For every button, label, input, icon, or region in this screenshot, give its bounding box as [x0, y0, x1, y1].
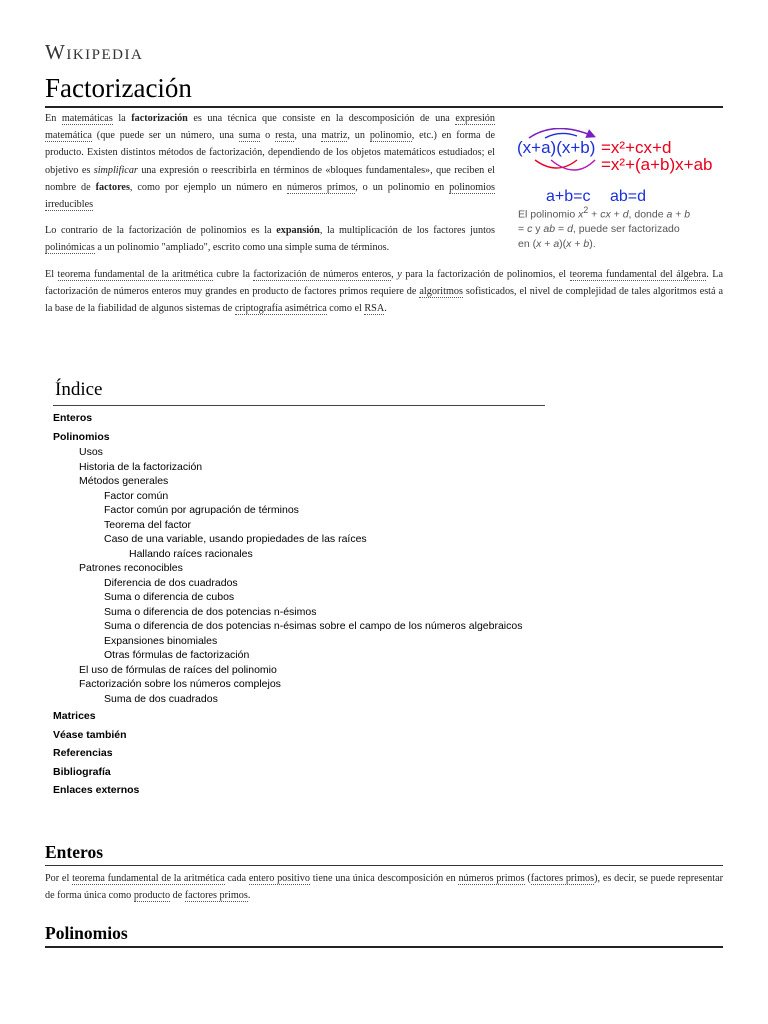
text-run: o: [260, 130, 276, 142]
toc-item[interactable]: Suma o diferencia de dos potencias n-ésimas sobre el campo de los números algebraicos: [104, 620, 523, 632]
inline-link[interactable]: resta: [275, 130, 295, 142]
text-run: como el: [326, 303, 365, 315]
text-run: )(: [559, 237, 567, 250]
inline-link[interactable]: polinómicas: [45, 242, 95, 254]
italic-text: b: [583, 237, 590, 250]
intro-paragraph-3: [45, 266, 723, 318]
section-title-polinomios: Polinomios: [45, 923, 128, 943]
inline-link[interactable]: polinomios irreducibles: [45, 181, 496, 211]
toc-item[interactable]: Teorema del factor: [104, 518, 191, 531]
text-run: es una técnica que consiste en la descomposición de una: [187, 113, 456, 124]
text-run: +: [610, 208, 623, 221]
text-run: .: [384, 303, 387, 315]
toc-item[interactable]: Caso de una variable, usando propiedades de las raíces: [104, 533, 367, 545]
toc-item[interactable]: Expansiones binomiales: [104, 634, 218, 647]
italic-text: d: [622, 208, 629, 221]
text-run: , o un polinomio en: [355, 181, 450, 193]
toc-item[interactable]: Referencias: [53, 747, 113, 759]
toc-item[interactable]: Factor común por agrupación de términos: [104, 504, 299, 516]
inline-link[interactable]: suma: [238, 130, 261, 142]
figure-line3a: a+b=c: [546, 188, 591, 205]
toc-item[interactable]: Bibliografía: [53, 765, 111, 778]
italic-text: d: [567, 223, 573, 235]
text-run: ).: [589, 237, 596, 250]
title-divider: [45, 106, 723, 108]
italic-text: cx: [600, 208, 611, 221]
text-run: Por el: [45, 873, 73, 884]
text-run: (que puede ser un número, una: [91, 130, 239, 142]
text-run: a un polinomio "ampliado", escrito como una simple suma de términos.: [94, 242, 390, 254]
text-run: +: [672, 208, 685, 221]
text-run: una expresión o reescribirla en términos de «bloques fundamentales», que reciben el nombre de: [45, 164, 495, 193]
text-run: cubre la: [212, 269, 254, 280]
enteros-paragraph: [45, 870, 723, 904]
superscript: 2: [583, 205, 589, 215]
toc-divider: [53, 405, 545, 406]
text-run: . La factorización de números enteros muy grandes en producto de factores primos requiere de: [45, 269, 724, 298]
text-run: la: [112, 113, 132, 124]
inline-link[interactable]: teorema fundamental del álgebra: [569, 269, 707, 280]
text-run: =: [518, 223, 528, 235]
table-of-contents: [53, 375, 545, 799]
inline-link[interactable]: algoritmos: [419, 286, 463, 298]
italic-text: a: [553, 237, 560, 250]
text-run: sofisticados, el nivel de complejidad de tales algoritmos está a la base de la fiabilidad de algunos sistemas de: [45, 286, 723, 315]
text-run: , una: [294, 130, 322, 142]
wikipedia-logo[interactable]: Wikipedia: [45, 40, 144, 64]
inline-link[interactable]: expresión matemática: [45, 113, 495, 142]
italic-text: simplificar: [93, 164, 138, 176]
toc-title: Índice: [55, 379, 103, 400]
intro-paragraph-2: [45, 222, 495, 256]
inline-link[interactable]: factorización de números enteros: [253, 269, 392, 280]
figure-line2: =x²+(a+b)x+ab: [601, 155, 713, 174]
text-run: El: [45, 269, 58, 280]
text-run: tiene una única descomposición en: [309, 873, 459, 884]
text-run: ), es decir, se puede representar de forma única como: [45, 873, 724, 902]
toc-item[interactable]: Suma de dos cuadrados: [104, 692, 218, 705]
toc-item[interactable]: Suma o diferencia de dos potencias n-ésimos: [104, 605, 317, 618]
text-run: cada: [224, 873, 249, 884]
text-run: , un: [347, 130, 370, 142]
toc-item[interactable]: Factorización sobre los números complejos: [79, 678, 281, 690]
italic-text: y: [397, 269, 402, 280]
inline-link[interactable]: factores primos: [530, 873, 595, 884]
text-run: Lo contrario de la factorización de polinomios es la: [45, 225, 277, 236]
toc-item[interactable]: Métodos generales: [79, 475, 169, 487]
text-run: (: [524, 873, 531, 884]
text-run: , donde: [628, 208, 667, 221]
section-title-enteros: Enteros: [45, 842, 104, 862]
italic-text: c: [527, 223, 533, 235]
text-run: y: [532, 223, 544, 235]
toc-item[interactable]: Otras fórmulas de factorización: [104, 649, 250, 661]
text-run: En: [45, 113, 62, 124]
inline-link[interactable]: RSA: [364, 303, 385, 315]
inline-link[interactable]: números primos: [286, 181, 356, 193]
section-divider-polinomios: [45, 946, 723, 948]
text-run: .: [247, 890, 251, 902]
figure-line1-right: =x²+cx+d: [601, 138, 672, 157]
text-run: =: [555, 223, 568, 235]
inline-link[interactable]: números primos: [458, 873, 525, 884]
text-run: de: [170, 890, 185, 902]
text-run: , puede ser factorizado en (: [518, 223, 680, 250]
italic-text: ab: [543, 223, 556, 235]
toc-item[interactable]: Usos: [79, 446, 103, 458]
text-run: ,: [391, 269, 398, 280]
text-run: +: [541, 237, 554, 250]
toc-item[interactable]: Hallando raíces racionales: [129, 547, 253, 560]
toc-item[interactable]: Véase también: [53, 728, 127, 741]
inline-link[interactable]: matemáticas: [61, 113, 113, 124]
figure-line3b: ab=d: [610, 188, 647, 205]
inline-link[interactable]: polinomio: [369, 130, 412, 142]
toc-item[interactable]: El uso de fórmulas de raíces del polinomio: [79, 663, 277, 676]
toc-item[interactable]: Enteros: [53, 412, 93, 424]
figure-line1-left: (x+a)(x+b): [517, 138, 596, 157]
toc-item[interactable]: Polinomios: [53, 430, 110, 443]
italic-text: x: [578, 208, 584, 221]
text-run: , etc.) en forma de producto. Existen distintos métodos de factorización, dependiendo de los objetos matemáticos estudiados; el objetivo es: [45, 130, 496, 176]
text-run: +: [571, 237, 584, 250]
toc-item[interactable]: Enlaces externos: [53, 784, 140, 796]
bold-term: factores: [95, 181, 130, 193]
inline-link[interactable]: entero positivo: [248, 873, 310, 884]
toc-item[interactable]: Matrices: [53, 710, 96, 722]
bold-term: factorización: [131, 113, 188, 124]
toc-item[interactable]: Patrones reconocibles: [79, 562, 183, 574]
italic-text: a: [666, 208, 673, 221]
toc-list: [53, 411, 545, 799]
inline-link[interactable]: teorema fundamental de la aritmética: [72, 873, 225, 884]
page-title: Factorización: [45, 73, 192, 103]
italic-text: x: [566, 237, 572, 250]
toc-item[interactable]: Factor común: [104, 489, 169, 502]
toc-item[interactable]: Diferencia de dos cuadrados: [104, 576, 238, 589]
intro-paragraph-1: [45, 110, 495, 213]
toc-item[interactable]: Suma o diferencia de cubos: [104, 591, 235, 603]
bold-term: expansión: [276, 225, 320, 236]
text-run: +: [588, 208, 601, 221]
text-run: para la factorización de polinomios, el: [401, 269, 570, 280]
inline-link[interactable]: criptografía asimétrica: [234, 303, 327, 315]
italic-text: b: [684, 208, 691, 221]
inline-link[interactable]: factores primos: [184, 890, 248, 902]
inline-link[interactable]: producto: [133, 890, 171, 902]
text-run: , como por ejemplo un número en: [129, 181, 287, 193]
inline-link[interactable]: matriz: [321, 130, 348, 142]
figure-caption: [518, 203, 693, 251]
text-run: El polinomio: [518, 208, 579, 221]
toc-item[interactable]: Historia de la factorización: [79, 460, 203, 473]
section-divider-enteros: [45, 865, 723, 866]
italic-text: x: [536, 237, 542, 250]
inline-link[interactable]: teorema fundamental de la aritmética: [57, 269, 213, 280]
text-run: , la multiplicación de los factores juntos: [319, 225, 495, 236]
